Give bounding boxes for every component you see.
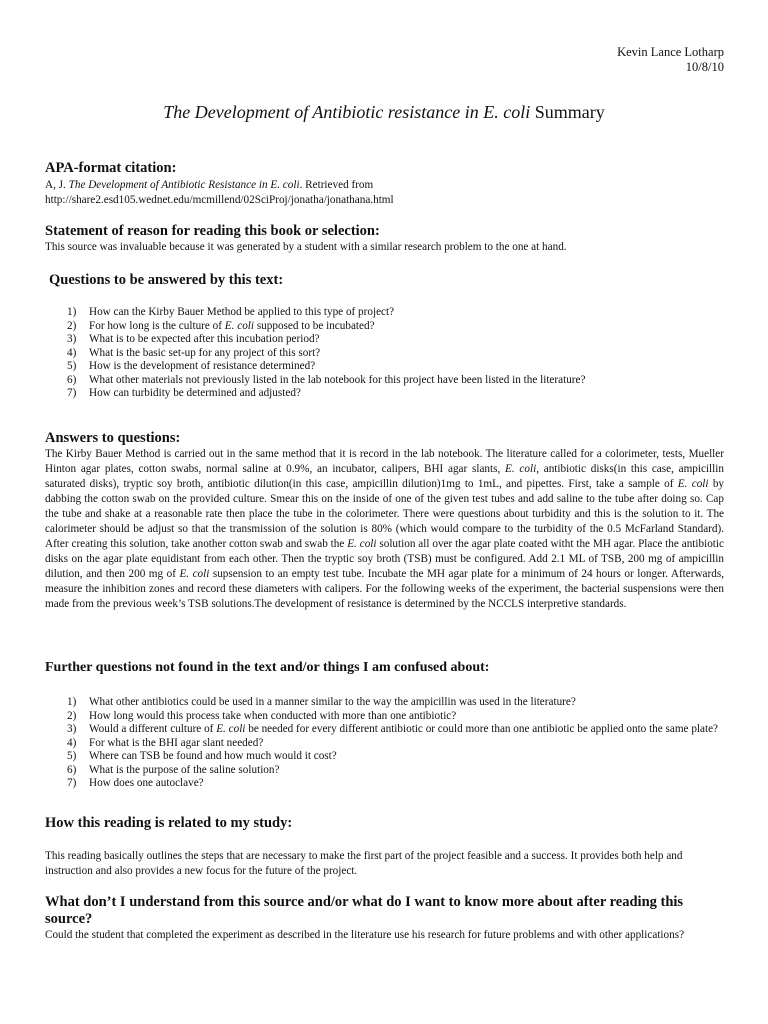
further-question-text: For what is the BHI agar slant needed?	[89, 736, 264, 749]
question-number: 3)	[67, 333, 77, 345]
question-item	[45, 347, 724, 361]
further-list	[45, 696, 724, 791]
further-question-item	[45, 723, 724, 737]
question-text: For how long is the culture of E. coli supposed to be incubated?	[89, 319, 375, 332]
further-question-item	[45, 696, 724, 710]
author-name: Kevin Lance Lotharp	[617, 45, 724, 59]
question-item	[45, 333, 724, 347]
question-text: How can turbidity be determined and adjusted?	[89, 387, 301, 399]
reason-heading: Statement of reason for reading this book or selection:	[45, 223, 380, 239]
question-item	[45, 360, 724, 374]
question-text: What other materials not previously listed in the lab notebook for this project have been listed in the literature?	[89, 373, 586, 386]
question-text: What is to be expected after this incubation period?	[89, 333, 320, 345]
citation-author: A, J.	[45, 179, 69, 191]
question-number: 2)	[67, 319, 77, 332]
further-question-number: 2)	[67, 709, 77, 722]
unknown-section	[45, 894, 724, 943]
questions-heading: Questions to be answered by this text:	[49, 272, 284, 288]
related-heading: How this reading is related to my study:	[45, 815, 293, 831]
further-question-number: 4)	[67, 736, 77, 749]
title-italic: The Development of Antibiotic resistance in E. coli	[163, 102, 531, 122]
question-text: How is the development of resistance determined?	[89, 360, 316, 372]
further-question-item	[45, 764, 724, 778]
questions-section	[49, 272, 724, 289]
further-question-item	[45, 750, 724, 764]
citation-retrieved: . Retrieved from	[299, 179, 374, 191]
author-block	[617, 45, 724, 75]
further-question-number: 6)	[67, 763, 77, 776]
further-question-text: Where can TSB be found and how much would it cost?	[89, 750, 337, 762]
citation-heading: APA-format citation:	[45, 160, 177, 176]
further-question-number: 1)	[67, 696, 77, 708]
title-suffix: Summary	[530, 102, 605, 122]
question-item	[45, 374, 724, 388]
further-question-item	[45, 777, 724, 791]
related-text: This reading basically outlines the steps that are necessary to make the first part of the project feasible and a success. It provides both help and instruction and also provides a new focus for the future of the project.	[45, 850, 683, 877]
reason-text: This source was invaluable because it was generated by a student with a similar research problem to the one at hand.	[45, 241, 567, 253]
further-list-wrap	[45, 696, 724, 791]
unknown-text: Could the student that completed the experiment as described in the literature use his research for future problems and with other applications?	[45, 929, 685, 941]
further-heading: Further questions not found in the text and/or things I am confused about:	[45, 660, 490, 675]
question-text: How can the Kirby Bauer Method be applied to this type of project?	[89, 306, 395, 318]
questions-list	[45, 306, 724, 401]
question-number: 5)	[67, 360, 77, 372]
citation-line	[45, 178, 724, 193]
question-item	[45, 387, 724, 401]
citation-section	[45, 160, 724, 208]
further-question-number: 3)	[67, 723, 77, 735]
answers-section	[45, 430, 724, 612]
questions-list-wrap	[45, 306, 724, 401]
further-question-item	[45, 737, 724, 751]
question-item	[45, 306, 724, 320]
further-question-item	[45, 710, 724, 724]
further-question-text: How long would this process take when conducted with more than one antibiotic?	[89, 709, 457, 722]
question-text: What is the basic set-up for any project of this sort?	[89, 346, 321, 359]
question-number: 1)	[67, 306, 77, 318]
unknown-heading: What don’t I understand from this source and/or what do I want to know more about after reading this source?	[45, 894, 684, 927]
question-number: 7)	[67, 387, 77, 399]
question-number: 6)	[67, 373, 77, 386]
further-question-number: 7)	[67, 777, 77, 789]
question-item	[45, 320, 724, 334]
further-question-number: 5)	[67, 750, 77, 762]
citation-title: The Development of Antibiotic Resistance in E. coli	[68, 179, 300, 191]
further-question-text: Would a different culture of E. coli be needed for every different antibiotic or could more than one antibiotic be applied onto the same plate?	[89, 723, 719, 735]
further-question-text: How does one autoclave?	[89, 777, 204, 789]
answers-text: The Kirby Bauer Method is carried out in the same method that it is record in the lab notebook. The literature called for a colorimeter, tests, Mueller Hinton agar plates, cotton swabs, normal saline at 0.9%, an incubator, calipers, BHI agar slants, E. coli, antibiotic disks(in this case, ampicillin saturated disks), tryptic soy broth, antibiotic dilution(in this case, ampicillin dilution)1mg to 1mL, and pipettes. First, take a sample of E. coli by dabbing the cotton swab on the provided culture. Smear this on the inside of one of the given test tubes and add saline to the tube after doing so. Cap the tube and shake at a reasonable rate then place the tube in the colorimeter. There were questions about turbidity and this is the solution to it. The calorimeter should be adjust so that the transmission of the solution is 80% (which would compare to the turbidity of the 0.5 McFarland Standard). After creating this solution, take another cotton swab and swab the E. coli solution all over the agar plate coated witht the MH agar. Place the antibiotic disks on the agar plate equidistant from each other. Then the tryptic soy broth (TSB) must be configured. Add 2.1 ML of TSB, 200 mg of ampicillin dilution, and then 200 mg of E. coli supsension to an empty test tube. Incubate the MH agar plate for a minimum of 24 hours or longer. Afterwards, measure the inhibition zones and record these diameters with calipers. For the following weeks of the experiment, the bacterial suspensions were then made from the previous week’s TSB solutions.The development of resistance is determined by the NCCLS interpretive standards.	[45, 448, 725, 610]
further-section	[45, 659, 724, 676]
citation-url: http://share2.esd105.wednet.edu/mcmillend/02SciProj/jonatha/jonathana.html	[45, 194, 394, 206]
related-section	[45, 815, 724, 879]
document-date: 10/8/10	[685, 60, 724, 74]
further-question-text: What is the purpose of the saline solution?	[89, 763, 280, 776]
answers-heading: Answers to questions:	[45, 430, 181, 446]
further-question-text: What other antibiotics could be used in a manner similar to the way the ampicillin was used in the literature?	[89, 696, 576, 708]
page-title	[0, 102, 768, 123]
reason-section	[45, 223, 724, 255]
question-number: 4)	[67, 346, 77, 359]
